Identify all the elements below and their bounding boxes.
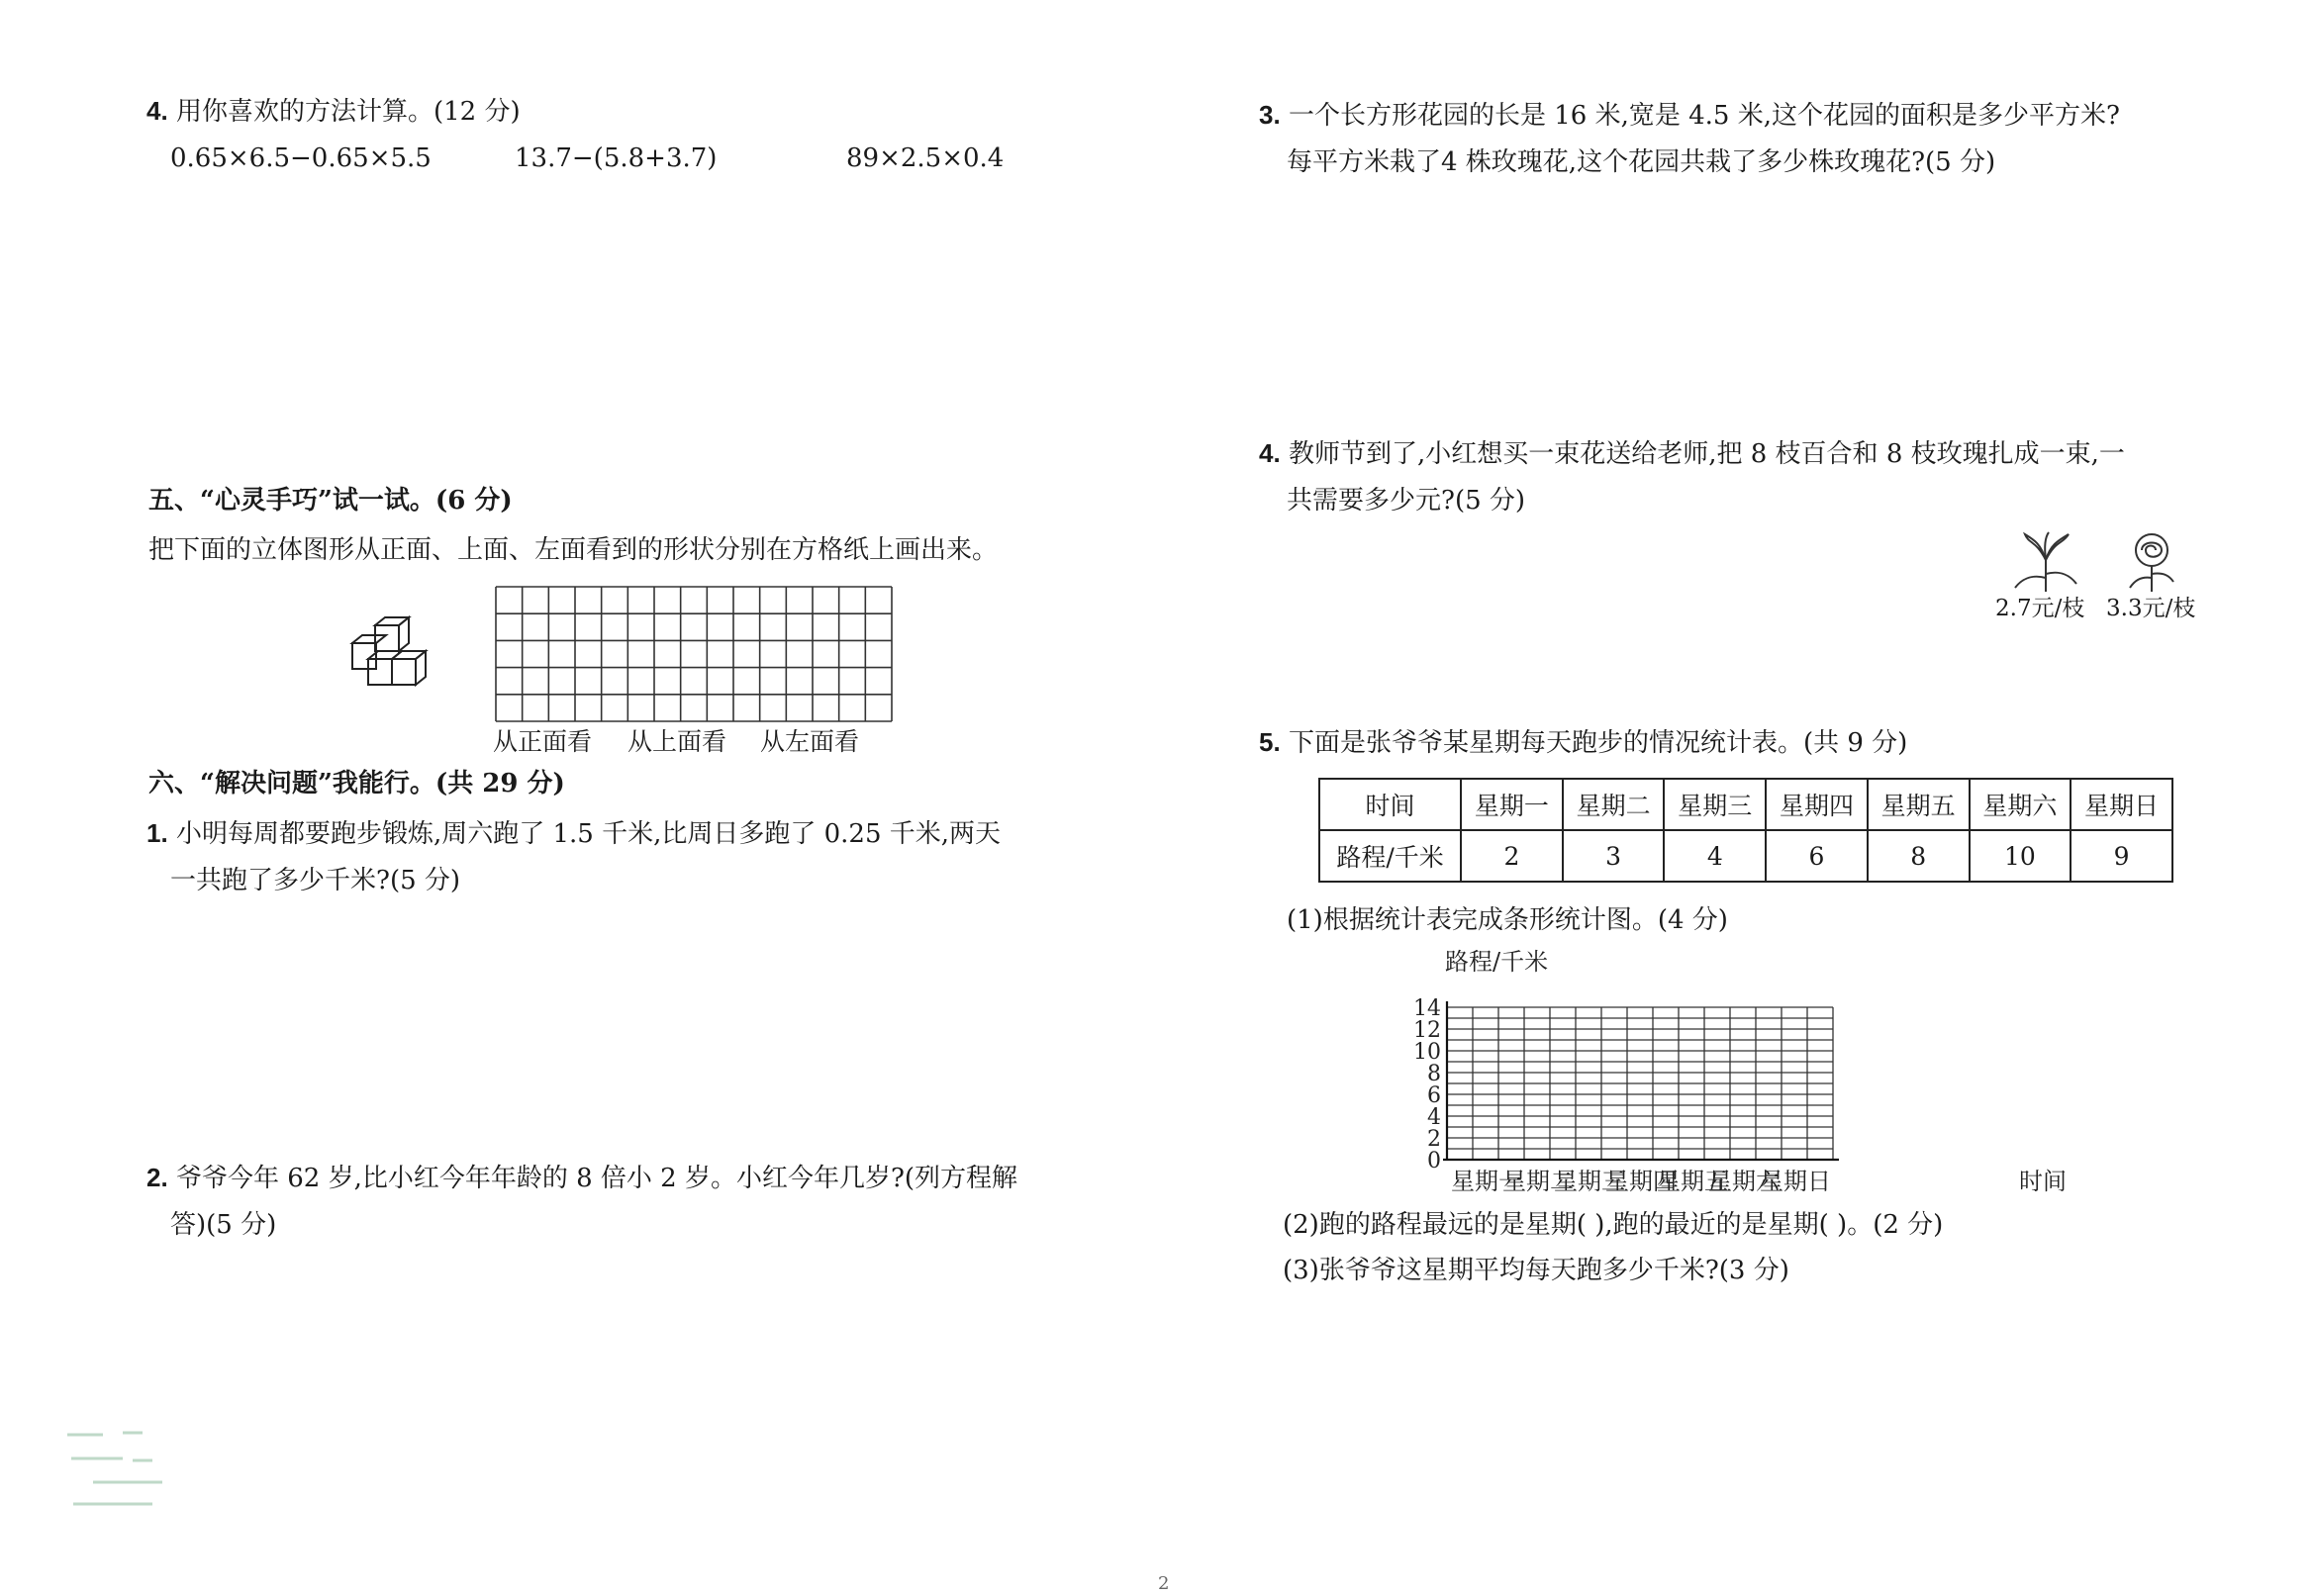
section-6-title: 六、“解决问题”我能行。(共 29 分): [148, 769, 565, 798]
right-q5-prompt: [1259, 718, 1907, 767]
table-row-label: 路程/千米: [1319, 830, 1461, 882]
table-cell: 2: [1461, 830, 1563, 882]
x-axis-categories: [1451, 1168, 1831, 1195]
table-row: [1319, 830, 2172, 882]
lily-price: 2.7元/枝: [1995, 596, 2085, 621]
x-tick-label: 星期二: [1502, 1168, 1574, 1195]
expression-2: 13.7−(5.8+3.7): [515, 143, 718, 173]
y-tick-label: 10: [1413, 1040, 1441, 1065]
question-text: 教师节到了,小红想买一束花送给老师,把 8 枝百合和 8 枝玫瑰扎成一束,一: [1288, 439, 2125, 469]
rose-icon: [2120, 530, 2183, 594]
table-header-row: [1319, 779, 2172, 830]
scan-mark: [63, 1427, 182, 1516]
y-tick-label: 14: [1413, 996, 1441, 1021]
left-q2-line2: 答)(5 分): [170, 1210, 277, 1240]
left-q4-prompt: [146, 87, 521, 136]
table-header-cell: 星期一: [1461, 779, 1563, 830]
chart-grid: [1443, 1001, 1839, 1160]
question-text: 爷爷今年 62 岁,比小红今年年龄的 8 倍小 2 岁。小红今年几岁?(列方程解: [175, 1164, 1018, 1193]
x-tick-label: 星期日: [1760, 1168, 1831, 1195]
x-tick-label: 星期六: [1708, 1168, 1780, 1195]
caption-left-view: 从左面看: [760, 727, 860, 756]
question-text: 用你喜欢的方法计算。(12 分): [175, 97, 521, 127]
table-cell: 8: [1868, 830, 1970, 882]
question-number: 5.: [1259, 727, 1281, 757]
lily-icon: [2011, 530, 2080, 594]
question-number: 4.: [1259, 438, 1281, 468]
question-number: 1.: [146, 818, 168, 848]
caption-front-view: 从正面看: [493, 727, 593, 756]
table-header-cell: 星期三: [1664, 779, 1766, 830]
y-axis-label: 路程/千米: [1445, 948, 1549, 976]
question-number: 2.: [146, 1163, 168, 1192]
table-cell: 6: [1766, 830, 1868, 882]
question-number: 3.: [1259, 100, 1281, 130]
table-header-cell: 星期五: [1868, 779, 1970, 830]
cube-figure: [340, 615, 439, 699]
caption-top-view: 从上面看: [627, 727, 727, 756]
y-tick-label: 8: [1427, 1062, 1441, 1086]
y-tick-label: 0: [1427, 1149, 1441, 1174]
question-number: 4.: [146, 96, 168, 126]
expression-1: 0.65×6.5−0.65×5.5: [170, 143, 432, 173]
expression-3: 89×2.5×0.4: [846, 143, 1005, 173]
page-number: 2: [1158, 1573, 1170, 1594]
left-q2-line1: [146, 1154, 1017, 1202]
table-header-cell: 星期二: [1563, 779, 1665, 830]
question-text: 小明每周都要跑步锻炼,周六跑了 1.5 千米,比周日多跑了 0.25 千米,两天: [175, 819, 1002, 849]
table-cell: 9: [2071, 830, 2172, 882]
x-tick-label: 星期三: [1554, 1168, 1625, 1195]
table-header-cell: 时间: [1319, 779, 1461, 830]
x-tick-label: 星期四: [1605, 1168, 1677, 1195]
x-tick-label: 星期一: [1451, 1168, 1522, 1195]
section-5-title: 五、“心灵手巧”试一试。(6 分): [148, 486, 513, 516]
y-tick-label: 6: [1427, 1083, 1441, 1108]
table-header-cell: 星期六: [1970, 779, 2071, 830]
table-cell: 3: [1563, 830, 1665, 882]
table-header-cell: 星期四: [1766, 779, 1868, 830]
left-q1-line2: 一共跑了多少千米?(5 分): [170, 866, 461, 895]
square-grid-paper[interactable]: [493, 584, 895, 724]
right-q4-line1: [1259, 429, 2125, 478]
right-q5-sub2: (2)跑的路程最远的是星期( ),跑的最近的是星期( )。(2 分): [1283, 1210, 1944, 1240]
x-axis-label: 时间: [2019, 1168, 2067, 1195]
right-q3-line1: [1259, 91, 2120, 140]
y-tick-label: 12: [1413, 1018, 1441, 1043]
question-text: 下面是张爷爷某星期每天跑步的情况统计表。(共 9 分): [1288, 728, 1908, 758]
right-q5-sub1: (1)根据统计表完成条形统计图。(4 分): [1287, 905, 1728, 935]
right-q4-line2: 共需要多少元?(5 分): [1287, 486, 1526, 516]
rose-price: 3.3元/枝: [2106, 596, 2196, 621]
table-cell: 4: [1664, 830, 1766, 882]
x-tick-label: 星期五: [1657, 1168, 1728, 1195]
section-5-instruction: 把下面的立体图形从正面、上面、左面看到的形状分别在方格纸上画出来。: [148, 535, 999, 565]
left-q1-line1: [146, 809, 1001, 858]
table-cell: 10: [1970, 830, 2071, 882]
y-tick-label: 4: [1427, 1105, 1441, 1130]
question-text: 一个长方形花园的长是 16 米,宽是 4.5 米,这个花园的面积是多少平方米?: [1288, 101, 2120, 131]
right-q5-sub3: (3)张爷爷这星期平均每天跑多少千米?(3 分): [1283, 1256, 1789, 1285]
table-header-cell: 星期日: [2071, 779, 2172, 830]
right-q3-line2: 每平方米栽了4 株玫瑰花,这个花园共栽了多少株玫瑰花?(5 分): [1287, 147, 1996, 177]
running-stats-table: [1318, 778, 2173, 883]
y-tick-label: 2: [1427, 1127, 1441, 1152]
y-axis-ticks: [1413, 996, 1441, 1174]
bar-chart[interactable]: [1386, 940, 2098, 1197]
